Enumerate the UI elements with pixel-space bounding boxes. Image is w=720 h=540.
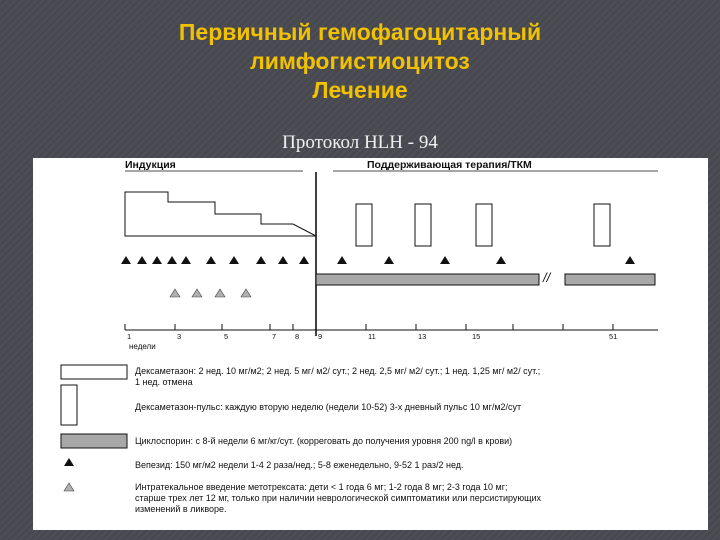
legend-dexamethasone-cont: 1 нед. отмена xyxy=(135,377,193,387)
etoposide-marker xyxy=(181,256,191,264)
etoposide-marker xyxy=(278,256,288,264)
etoposide-marker xyxy=(496,256,506,264)
methotrexate-marker xyxy=(192,289,202,297)
phase-induction-label: Индукция xyxy=(125,159,176,171)
dexamethasone-taper xyxy=(125,192,316,236)
etoposide-marker xyxy=(440,256,450,264)
title-line-1: Первичный гемофагоцитарный xyxy=(178,19,542,45)
legend-swatch-cyclosporine xyxy=(61,434,127,448)
etoposide-marker xyxy=(167,256,177,264)
legend-dexamethasone-pulse: Дексаметазон-пульс: каждую вторую неделю (недели 10-52) 3-х дневный пульс 10 мг/м2/сут xyxy=(135,402,522,412)
legend-methotrexate-cont: старше трех лет 12 мг, только при наличии неврологической симптоматики или персистирующих xyxy=(135,493,542,503)
dexamethasone-pulse xyxy=(356,204,372,246)
legend-methotrexate: Интратекальное введение метотрексата: дети < 1 года 6 мг; 1-2 года 8 мг; 2-3 года 10 мг; xyxy=(135,482,508,492)
week-label: 8 xyxy=(295,332,300,341)
week-label: 1 xyxy=(127,332,132,341)
week-label: 11 xyxy=(368,332,376,341)
etoposide-marker xyxy=(137,256,147,264)
etoposide-marker xyxy=(625,256,635,264)
etoposide-marker xyxy=(229,256,239,264)
etoposide-marker xyxy=(152,256,162,264)
week-label: 7 xyxy=(272,332,277,341)
etoposide-marker xyxy=(299,256,309,264)
legend-etoposide: Вепезид: 150 мг/м2 недели 1-4 2 раза/нед.; 5-8 еженедельно, 9-52 1 раз/2 нед. xyxy=(135,460,464,470)
title-line-3: Лечение xyxy=(312,77,408,103)
cyclosporine-bar-continued xyxy=(565,274,655,285)
cyclosporine-bar xyxy=(316,274,539,285)
title-line-2: лимфогистиоцитоз xyxy=(250,48,470,74)
etoposide-marker xyxy=(206,256,216,264)
slide-title xyxy=(0,18,720,105)
legend-swatch-dexamethasone xyxy=(61,365,127,379)
dexamethasone-pulse xyxy=(415,204,431,246)
week-label: 13 xyxy=(418,332,427,341)
phase-maintenance-label: Поддерживающая терапия/ТКМ xyxy=(367,159,532,171)
etoposide-marker xyxy=(256,256,266,264)
legend-etoposide-icon xyxy=(64,458,74,466)
methotrexate-marker xyxy=(241,289,251,297)
etoposide-marker xyxy=(384,256,394,264)
methotrexate-marker xyxy=(170,289,180,297)
legend-dexamethasone: Дексаметазон: 2 нед. 10 мг/м2; 2 нед. 5 мг/ м2/ сут.; 2 нед. 2,5 мг/ м2/ сут.; 1 нед. 1,25 мг/ м2/ сут.; xyxy=(135,366,541,376)
axis-break-mark: // xyxy=(543,270,551,285)
week-label: 3 xyxy=(177,332,182,341)
slide-subtitle: Протокол HLH - 94 xyxy=(282,132,438,153)
etoposide-marker xyxy=(337,256,347,264)
dexamethasone-pulse xyxy=(476,204,492,246)
week-label: 5 xyxy=(224,332,229,341)
methotrexate-marker xyxy=(215,289,225,297)
legend-methotrexate-icon xyxy=(64,483,74,491)
legend-swatch-pulse xyxy=(61,385,77,425)
legend-cyclosporine: Циклоспорин: с 8-й недели 6 мг/кг/сут. (корреговать до получения уровня 200 ng/l в крови) xyxy=(135,436,513,446)
week-label: 51 xyxy=(609,332,618,341)
week-label: 9 xyxy=(318,332,323,341)
etoposide-marker xyxy=(121,256,131,264)
weeks-axis-label: недели xyxy=(129,342,156,351)
legend-methotrexate-end: изменений в ликворе. xyxy=(135,504,227,514)
week-label: 15 xyxy=(472,332,481,341)
protocol-diagram xyxy=(33,158,708,530)
dexamethasone-pulse xyxy=(594,204,610,246)
